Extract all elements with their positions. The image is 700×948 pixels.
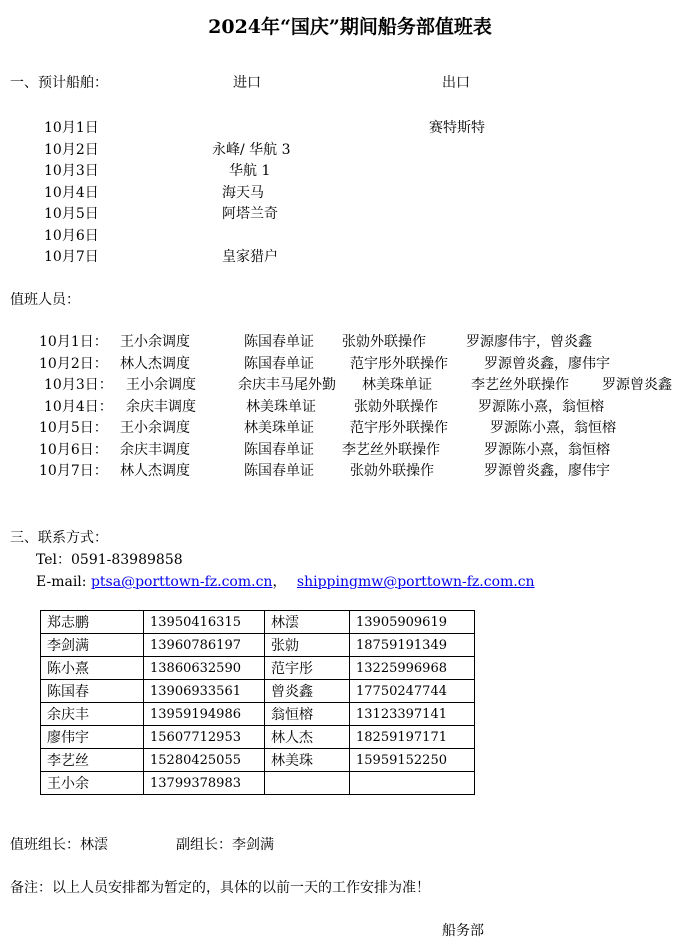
contact-table [40,610,475,795]
duty-entry: 张勍外联操作 [354,398,438,415]
ship-date: 10月4日 [44,184,99,201]
contact-name: 余庆丰 [41,703,144,726]
contact-heading: 三、联系方式： [10,530,108,546]
duty-entry: 陈国春单证 [244,441,314,458]
contact-name: 林人杰 [265,726,350,749]
duty-entry: 范宇彤外联操作 [350,420,448,436]
page-title: 2024年“国庆”期间船务部值班表 [208,16,492,38]
col-in-label: 进口 [233,75,261,91]
ship-outbound: 赛特斯特 [429,120,485,136]
email-line [36,571,535,591]
contact-name: 李剑满 [41,634,144,657]
duty-entry: 罗源陈小熹，翁恒榕 [478,398,604,415]
col-out-label: 出口 [442,75,470,91]
contact-phone: 15607712953 [144,726,265,749]
contact-phone: 13860632590 [144,657,265,680]
contact-name: 林美珠 [265,749,350,772]
duty-date: 10月2日： [39,355,108,372]
contact-phone: 13225996968 [350,657,475,680]
contact-phone: 13960786197 [144,634,265,657]
duty-entry: 罗源陈小熹，翁恒榕 [484,441,610,458]
table-row [41,703,475,726]
department-signature: 船务部 [442,923,484,939]
ship-inbound: 华航 1 [229,163,271,179]
table-row [41,611,475,634]
duty-entry: 林美珠单证 [362,377,432,393]
ship-date: 10月5日 [44,206,99,222]
duty-entry: 余庆丰调度 [120,441,190,458]
contact-phone: 13123397141 [350,703,475,726]
table-row [41,680,475,703]
duty-entry: 王小余调度 [120,334,190,350]
table-row [41,772,475,795]
duty-leader: 值班组长：林澐 [10,837,108,853]
contact-name: 张勍 [265,634,350,657]
contact-name: 林澐 [265,611,350,634]
tel-line: Tel：0591-83989858 [36,552,183,568]
contact-name: 李艺丝 [41,749,144,772]
contact-phone: 13906933561 [144,680,265,703]
contact-phone: 13905909619 [350,611,475,634]
contact-phone: 13959194986 [144,703,265,726]
contact-name: 翁恒榕 [265,703,350,726]
duty-entry: 林美珠单证 [244,420,314,436]
contact-phone: 18259197171 [350,726,475,749]
duty-entry: 罗源廖伟宇，曾炎鑫 [466,334,592,350]
ship-date: 10月3日 [44,163,99,179]
duty-entry: 陈国春单证 [244,334,314,350]
duty-entry: 王小余调度 [126,377,196,393]
duty-entry: 罗源曾炎鑫 [602,377,672,393]
duty-date: 10月3日： [44,377,113,393]
ship-inbound: 海天马 [222,184,264,201]
duty-entry: 陈国春单证 [244,463,314,479]
table-row [41,726,475,749]
duty-heading: 值班人员： [10,292,80,308]
contact-name: 范宇彤 [265,657,350,680]
duty-deputy: 副组长：李剑满 [176,837,274,853]
duty-entry: 林人杰调度 [120,355,190,372]
contact-phone: 13799378983 [144,772,265,795]
contact-phone [350,772,475,795]
duty-entry: 罗源曾炎鑫，廖伟宇 [484,463,610,479]
email-link-ptsa[interactable]: ptsa@porttown-fz.com.cn [90,574,273,590]
ship-inbound: 阿塔兰奇 [222,206,278,222]
contact-name: 王小余 [41,772,144,795]
duty-date: 10月5日： [39,420,108,436]
duty-entry: 张勍外联操作 [342,334,426,350]
ship-date: 10月6日 [44,227,99,244]
ships-heading: 一、预计船舶： [10,75,108,91]
duty-entry: 林人杰调度 [120,463,190,479]
duty-entry: 范宇彤外联操作 [350,355,448,372]
duty-entry: 余庆丰马尾外勤 [238,377,336,393]
duty-date: 10月6日： [39,441,108,458]
duty-entry: 罗源陈小熹，翁恒榕 [490,420,616,436]
contact-name: 廖伟宇 [41,726,144,749]
ship-date: 10月1日 [44,120,99,136]
duty-date: 10月1日： [39,334,108,350]
ship-date: 10月7日 [44,249,99,265]
contact-phone: 13950416315 [144,611,265,634]
duty-entry: 李艺丝外联操作 [342,441,440,458]
contact-phone: 15280425055 [144,749,265,772]
contact-phone: 15959152250 [350,749,475,772]
table-row [41,634,475,657]
email-label: E-mail: [36,574,87,590]
duty-entry: 余庆丰调度 [126,398,196,415]
table-row [41,749,475,772]
duty-entry: 李艺丝外联操作 [471,377,569,393]
duty-entry: 张勍外联操作 [350,463,434,479]
email-link-shippingmw[interactable]: shippingmw@porttown-fz.com.cn [296,574,535,590]
duty-entry: 王小余调度 [120,420,190,436]
note: 备注：以上人员安排都为暂定的，具体的以前一天的工作安排为准！ [10,880,430,896]
duty-date: 10月7日： [39,463,108,479]
ship-inbound: 永峰/ 华航 3 [212,141,291,158]
contact-name [265,772,350,795]
duty-entry: 陈国春单证 [244,355,314,372]
table-row [41,657,475,680]
contact-phone: 18759191349 [350,634,475,657]
contact-phone: 17750247744 [350,680,475,703]
duty-entry: 罗源曾炎鑫，廖伟宇 [484,355,610,372]
contact-name: 陈国春 [41,680,144,703]
contact-name: 曾炎鑫 [265,680,350,703]
email-sep: ， [272,574,287,590]
ship-date: 10月2日 [44,141,99,158]
contact-name: 陈小熹 [41,657,144,680]
duty-date: 10月4日： [44,398,113,415]
duty-entry: 林美珠单证 [246,398,316,415]
contact-name: 郑志鹏 [41,611,144,634]
ship-inbound: 皇家猎户 [222,249,278,265]
